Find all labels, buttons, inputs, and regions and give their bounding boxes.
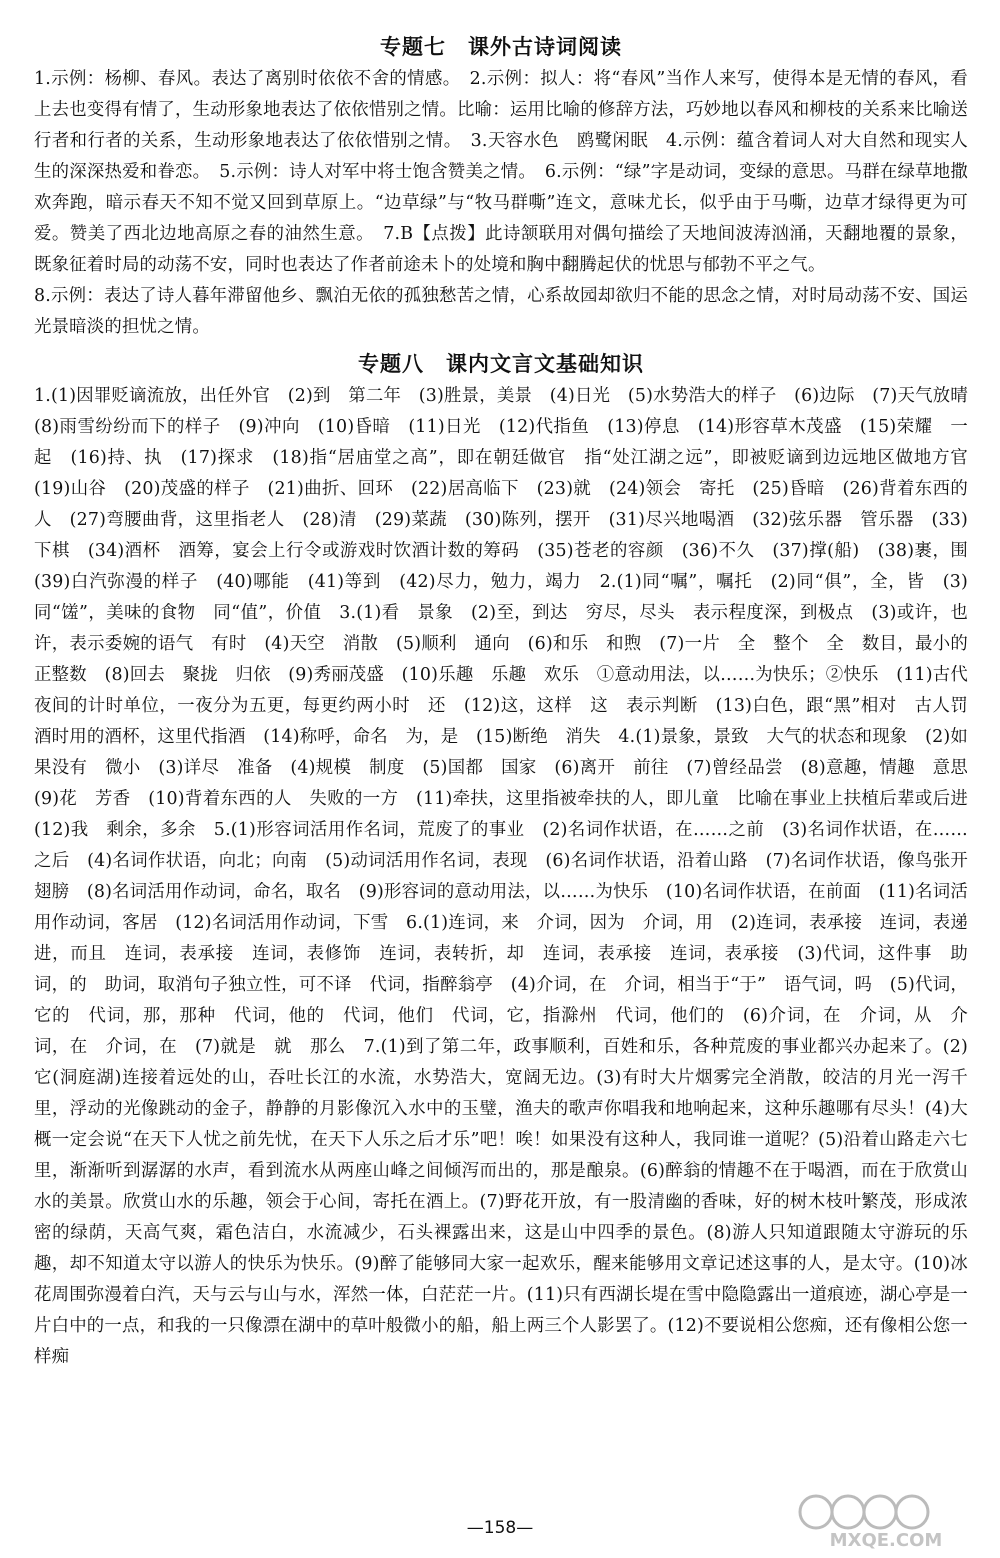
watermark-icon — [786, 1490, 986, 1550]
svg-text:MXQE.COM: MXQE.COM — [829, 1530, 943, 1550]
section-8-answers: 1.(1)因罪贬谪流放，出任外官 (2)到 第二年 (3)胜景，美景 (4)日光 (5)水势浩大的样子 (6)边际 (7)天气放晴 (8)雨雪纷纷而下的样子 (9)冲向 (10)昏暗 (11)日光 (12)代指鱼 (13)停息 (14)形容草木茂盛 (15)荣耀 一起 (16)持、执 (17)探求 (18)指“居庙堂之高”，即在朝廷做官 指“处江湖之远”，即被贬谪到边远地区做地方官 (19)山谷 (20)茂盛的样子 (21)曲折、回环 (22)居高临下 (23)就 (24)领会 寄托 (25)昏暗 (26)背着东西的人 (27)弯腰曲背，这里指老人 (28)清 (29)菜蔬 (30)陈列，摆开 (31)尽兴地喝酒 (32)弦乐器 管乐器 (33)下棋 (34)酒杯 酒筹，宴会上行令或游戏时饮酒计数的筹码 (35)苍老的容颜 (36)不久 (37)撑(船) (38)裹，围 (39)白汽弥漫的样子 (40)哪能 (41)等到 (42)尽力，勉力，竭力 2.(1)同“嘱”，嘱托 (2)同“俱”，全，皆 (3)同“馐”，美味的食物 同“值”，价值 3.(1)看 景象 (2)至，到达 穷尽，尽头 表示程度深，到极点 (3)或许，也许，表示委婉的语气 有时 (4)天空 消散 (5)顺利 通向 (6)和乐 和煦 (7)一片 全 整个 全 数目，最小的正整数 (8)回去 聚拢 归依 (9)秀丽茂盛 (10)乐趣 乐趣 欢乐 ①意动用法，以……为快乐；②快乐 (11)古代夜间的计时单位，一夜分为五更，每更约两小时 还 (12)这，这样 这 表示判断 (13)白色，跟“黑”相对 古人罚酒时用的酒杯，这里代指酒 (14)称呼，命名 为，是 (15)断绝 消失 4.(1)景象，景致 大气的状态和现象 (2)如果没有 微小 (3)详尽 准备 (4)规模 制度 (5)国都 国家 (6)离开 前往 (7)曾经品尝 (8)意趣，情趣 意思 (9)花 芳香 (10)背着东西的人 失败的一方 (11)牵扶，这里指被牵扶的人，即儿童 比喻在事业上扶植后辈或后进 (12)我 剩余，多余 5.(1)形容词活用作名词，荒废了的事业 (2)名词作状语，在……之前 (3)名词作状语，在……之后 (4)名词作状语，向北；向南 (5)动词活用作名词，表现 (6)名词作状语，沿着山路 (7)名词作状语，像鸟张开翅膀 (8)名词活用作动词，命名，取名 (9)形容词的意动用法，以……为快乐 (10)名词作状语，在前面 (11)名词活用作动词，客居 (12)名词活用作动词，下雪 6.(1)连词，来 介词，因为 介词，用 (2)连词，表承接 连词，表递进，而且 连词，表承接 连词，表修饰 连词，表转折，却 连词，表承接 连词，表承接 (3)代词，这件事 助词，的 助词，取消句子独立性，可不译 代词，指醉翁亭 (4)介词，在 介词，相当于“于” 语气词，吗 (5)代词，它的 代词，那，那种 代词，他的 代词，他们 代词，它，指滁州 代词，他们的 (6)介词，在 介词，从 介词，在 介词，在 (7)就是 就 那么 7.(1)到了第二年，政事顺利，百姓和乐，各种荒废的事业都兴办起来了。(2)它(洞庭湖)连接着远处的山，吞吐长江的水流，水势浩大，宽阔无边。(3)有时大片烟雾完全消散，皎洁的月光一泻千里，浮动的光像跳动的金子，静静的月影像沉入水中的玉璧，渔夫的歌声你唱我和地响起来，这种乐趣哪有尽头！(4)大概一定会说“在天下人忧之前先忧，在天下人乐之后才乐”吧！唉！如果没有这种人，我同谁一道呢？(5)沿着山路走六七里，渐渐听到潺潺的水声，看到流水从两座山峰之间倾泻而出的，那是酿泉。(6)醉翁的情趣不在于喝酒，而在于欣赏山水的美景。欣赏山水的乐趣，领会于心间，寄托在酒上。(7)野花开放，有一股清幽的香味，好的树木枝叶繁茂，形成浓密的绿荫，天高气爽，霜色洁白，水流减少，石头裸露出来，这是山中四季的景色。(8)游人只知道跟随太守游玩的乐趣，却不知道太守以游人的快乐为快乐。(9)醉了能够同大家一起欢乐，醒来能够用文章记述这事的人，是太守。(10)冰花周围弥漫着白汽，天与云与山与水，浑然一体，白茫茫一片。(11)只有西湖长堤在雪中隐隐露出一道痕迹，湖心亭是一片白中的一点，和我的一只像漂在湖中的草叶般微小的船，船上两三个人影罢了。(12)不要说相公您痴，还有像相公您一样痴 — [34, 386, 986, 1367]
answer-page — [34, 30, 986, 1373]
watermark-logo — [786, 1490, 986, 1550]
section-7-answers: 1.示例：杨柳、春风。表达了离别时依依不舍的情感。 2.示例：拟人：将“春风”当作人来写，使得本是无情的春风，看上去也变得有情了，生动形象地表达了依依惜别之情。比喻：运用比喻的修辞方法，巧妙地以春风和柳枝的关系来比喻送行者和行者的关系，生动形象地表达了依依惜别之情。 3.天容水色 鸥鹭闲眠 4.示例：蕴含着词人对大自然和现实人生的深深热爱和眷恋。 5.示例：诗人对军中将士饱含赞美之情。 6.示例：“绿”字是动词，变绿的意思。马群在绿草地撒欢奔跑，暗示春天不知不觉又回到草原上。“边草绿”与“牧马群嘶”连文，意味尤长，似乎由于马嘶，边草才绿得更为可爱。赞美了西北边地高原之春的油然生意。 7.B【点拨】此诗颔联用对偶句描绘了天地间波涛汹涌，天翻地覆的景象，既象征着时局的动荡不安，同时也表达了作者前途未卜的处境和胸中翻腾起伏的忧思与郁勃不平之气。 — [34, 69, 968, 275]
page-number: —158— — [466, 1518, 534, 1538]
section-7-answer-8: 8.示例：表达了诗人暮年滞留他乡、飘泊无依的孤独愁苦之情，心系故园却欲归不能的思念之情，对时局动荡不安、国运光景暗淡的担忧之情。 — [34, 286, 968, 337]
section-7-title: 专题七 课外古诗词阅读 — [380, 35, 622, 59]
section-8-title: 专题八 课内文言文基础知识 — [358, 352, 644, 376]
